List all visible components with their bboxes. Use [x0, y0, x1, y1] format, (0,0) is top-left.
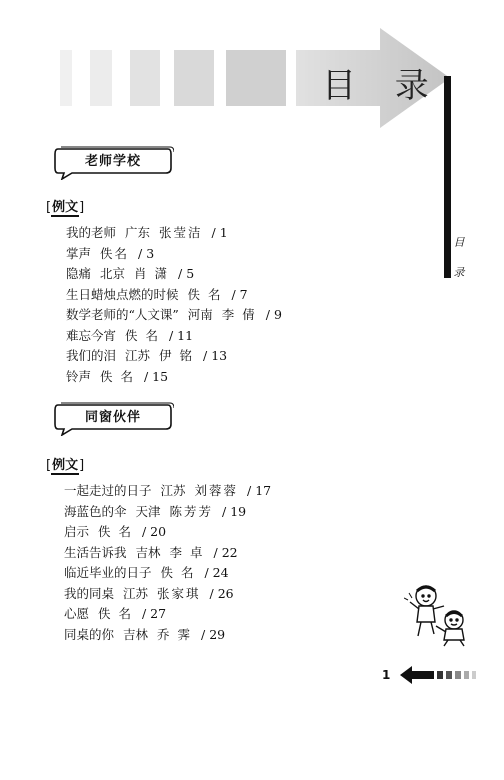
toc-entry[interactable] — [64, 625, 271, 646]
entry-author: 张莹洁 — [159, 225, 203, 240]
entry-author: 李 卓 — [169, 544, 205, 560]
vertical-divider-bar — [444, 76, 451, 278]
entry-author: 陈芳芳 — [169, 503, 214, 519]
entry-page: / 24 — [204, 565, 229, 580]
toc-entry[interactable] — [66, 244, 282, 265]
side-label — [452, 228, 466, 288]
entry-place: 广东 — [125, 225, 151, 240]
toc-entry[interactable] — [66, 367, 282, 388]
section-banner-teacher-school — [52, 146, 174, 180]
toc-entry[interactable] — [64, 522, 271, 543]
entry-author: 佚 名 — [98, 606, 133, 621]
entry-page: / 29 — [201, 626, 226, 642]
section-title: 同窗伙伴 — [84, 410, 141, 425]
entry-title: 数学老师的“人文课” — [66, 307, 179, 322]
entry-author: 佚 名 — [125, 327, 160, 343]
entry-page: / 19 — [222, 503, 247, 519]
entry-title: 同桌的你 — [64, 626, 115, 642]
entry-author: 佚名 — [100, 245, 130, 261]
entry-author: 佚 名 — [98, 524, 133, 539]
entry-page: / 22 — [213, 544, 238, 560]
side-label-char: 目 — [453, 236, 465, 249]
entry-title: 我们的泪 — [66, 348, 117, 363]
section-title: 老师学校 — [84, 154, 141, 169]
entry-title: 临近毕业的日子 — [64, 565, 152, 580]
entry-title: 一起走过的日子 — [64, 483, 152, 498]
entry-title: 我的同桌 — [64, 585, 115, 601]
toc-list-section-1 — [66, 223, 282, 387]
entry-place: 河南 — [187, 307, 213, 322]
entry-page: / 26 — [209, 585, 234, 601]
toc-entry[interactable] — [64, 481, 271, 502]
example-label: [例文] — [46, 458, 85, 473]
entry-author: 佚 名 — [160, 565, 196, 580]
entry-place: 江苏 — [125, 348, 151, 363]
entry-title: 我的老师 — [66, 225, 117, 240]
entry-place: 天津 — [135, 503, 161, 519]
example-label: [例文] — [46, 200, 85, 215]
toc-entry[interactable] — [66, 326, 282, 347]
toc-entry[interactable] — [64, 604, 271, 625]
toc-entry[interactable] — [66, 305, 282, 326]
entry-author: 肖 潇 — [134, 266, 170, 281]
entry-page: / 20 — [142, 524, 167, 539]
entry-page: / 7 — [231, 286, 248, 302]
entry-page: / 1 — [211, 225, 228, 240]
entry-title: 启示 — [64, 524, 90, 539]
entry-place: 北京 — [100, 266, 126, 281]
kids-cartoon-illustration — [404, 582, 474, 648]
toc-entry[interactable] — [66, 285, 282, 306]
entry-author: 李 倩 — [221, 307, 257, 322]
toc-entry[interactable] — [66, 264, 282, 285]
entry-author: 伊 铭 — [159, 348, 195, 363]
side-label-char: 录 — [453, 266, 465, 279]
entry-page: / 17 — [247, 483, 272, 498]
toc-entry[interactable] — [66, 346, 282, 367]
entry-place: 江苏 — [123, 585, 149, 601]
entry-place: 吉林 — [135, 544, 161, 560]
page-title: 目 录 — [322, 66, 443, 106]
section-banner-classmates — [52, 402, 174, 436]
entry-page: / 11 — [169, 327, 194, 343]
entry-title: 心愿 — [64, 606, 90, 621]
entry-author: 佚 名 — [187, 286, 223, 302]
toc-entry[interactable] — [66, 223, 282, 244]
toc-list-section-2 — [64, 481, 271, 645]
entry-page: / 13 — [203, 348, 228, 363]
entry-page: / 3 — [138, 245, 155, 261]
entry-place: 江苏 — [160, 483, 186, 498]
entry-title: 海蓝色的伞 — [64, 503, 127, 519]
entry-title: 隐痛 — [66, 266, 92, 281]
toc-entry[interactable] — [64, 563, 271, 584]
entry-author: 刘蓉蓉 — [194, 483, 239, 498]
entry-title: 难忘今宵 — [66, 327, 117, 343]
entry-title: 铃声 — [66, 368, 92, 384]
entry-page: / 5 — [178, 266, 195, 281]
entry-author: 佚 名 — [100, 368, 135, 384]
toc-entry[interactable] — [64, 543, 271, 564]
footer-arrow-icon — [400, 664, 490, 686]
entry-author: 张家琪 — [157, 585, 201, 601]
entry-place: 吉林 — [123, 626, 149, 642]
entry-page: / 15 — [144, 368, 169, 384]
entry-title: 生日蜡烛点燃的时候 — [66, 286, 179, 302]
page-number: 1 — [382, 668, 391, 682]
entry-title: 掌声 — [66, 245, 92, 261]
entry-page: / 27 — [142, 606, 167, 621]
toc-entry[interactable] — [64, 502, 271, 523]
toc-entry[interactable] — [64, 584, 271, 605]
entry-title: 生活告诉我 — [64, 544, 127, 560]
entry-author: 乔 霁 — [157, 626, 193, 642]
entry-page: / 9 — [265, 307, 282, 322]
